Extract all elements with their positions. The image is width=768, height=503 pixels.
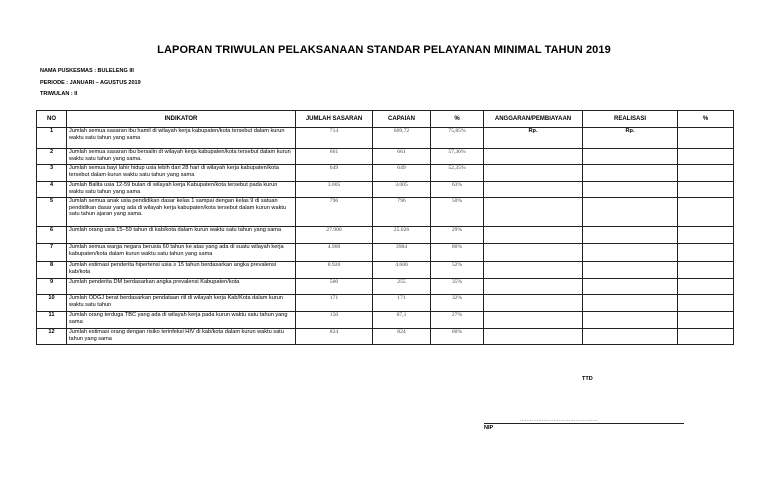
- row-indikator: Jumlah semua anak usia pendidikan dasar kelas 1 sampai dengan kelas 9 di satuan pendidikan dasar yang ada di wilayah kerja kabupaten/kota tersebut dalam kurun waktu satu tahun ajaran yang sama.: [67, 198, 296, 227]
- row-jumlah-sasaran: 500: [296, 279, 373, 295]
- row-number: 1: [37, 128, 67, 149]
- row-realisasi: [583, 182, 678, 198]
- row-percent: 60%: [431, 329, 484, 345]
- table-row: [37, 128, 734, 149]
- row-jumlah-sasaran: 8.920: [296, 262, 373, 279]
- puskesmas-name: NAMA PUSKESMAS : BULELENG III: [40, 68, 134, 74]
- row-realisasi: [583, 262, 678, 279]
- row-percent-2: [678, 295, 734, 312]
- row-percent-2: [678, 244, 734, 262]
- row-realisasi: [583, 198, 678, 227]
- row-realisasi: [583, 329, 678, 345]
- row-number: 9: [37, 279, 67, 295]
- row-percent-2: [678, 198, 734, 227]
- row-indikator: Jumlah semua bayi lahir hidup usia lebih dari 28 hari di wilayah kerja kabupaten/kota tersebut dalam kurun waktu satu tahun yang sama: [67, 165, 296, 182]
- row-number: 7: [37, 244, 67, 262]
- row-capaian: 824: [373, 329, 431, 345]
- row-percent-2: [678, 165, 734, 182]
- row-realisasi: [583, 312, 678, 329]
- signature-label: TTD: [582, 376, 593, 382]
- row-percent: 63%: [431, 182, 484, 198]
- table-row: [37, 279, 734, 295]
- row-jumlah-sasaran: 150: [296, 312, 373, 329]
- row-realisasi: [583, 165, 678, 182]
- row-indikator: Jumlah orang terduga TBC yang ada di wilayah kerja pada kurun waktu satu tahun yang sama: [67, 312, 296, 329]
- row-percent: 35%: [431, 279, 484, 295]
- row-percent: 75,85%: [431, 128, 484, 149]
- row-jumlah-sasaran: 3.005: [296, 182, 373, 198]
- row-indikator: Jumlah ODGJ berat berdasarkan pendataan riil di wilayah kerja Kab/Kota dalam kurun waktu satu tahun: [67, 295, 296, 312]
- row-realisasi: [583, 295, 678, 312]
- row-number: 3: [37, 165, 67, 182]
- header-jumlah-sasaran: JUMLAH SASARAN: [296, 111, 373, 128]
- row-anggaran: [484, 262, 583, 279]
- row-indikator: Jumlah orang usia 15–59 tahun di kab/kota dalam kurun waktu satu tahun yang sama: [67, 227, 296, 244]
- signature-dots: ..............................................: [520, 417, 598, 423]
- row-anggaran: [484, 329, 583, 345]
- row-percent-2: [678, 329, 734, 345]
- row-percent-2: [678, 262, 734, 279]
- table-header-row: [37, 111, 734, 128]
- row-capaian: 3.005: [373, 182, 431, 198]
- row-realisasi: [583, 149, 678, 165]
- row-anggaran: Rp.: [484, 128, 583, 149]
- row-indikator: Jumlah estimasi orang dengan risiko terinfeksi HIV di kab/kota dalam kurun waktu satu tahun yang sama: [67, 329, 296, 345]
- report-period: PERIODE : JANUARI – AGUSTUS 2019: [40, 80, 141, 86]
- table-row: [37, 262, 734, 279]
- table-row: [37, 244, 734, 262]
- signature-line: [484, 423, 684, 424]
- row-jumlah-sasaran: 796: [296, 198, 373, 227]
- row-percent: 52%: [431, 262, 484, 279]
- header-anggaran: ANGGARAN/PEMBIAYAAN: [484, 111, 583, 128]
- row-capaian: 649: [373, 165, 431, 182]
- row-number: 12: [37, 329, 67, 345]
- table-row: [37, 198, 734, 227]
- header-capaian: CAPAIAN: [373, 111, 431, 128]
- row-jumlah-sasaran: 171: [296, 295, 373, 312]
- row-percent: 50%: [431, 198, 484, 227]
- row-percent: 29%: [431, 227, 484, 244]
- row-percent: 80%: [431, 244, 484, 262]
- row-anggaran: [484, 244, 583, 262]
- row-percent-2: [678, 182, 734, 198]
- row-capaian: 255: [373, 279, 431, 295]
- row-capaian: 25.026: [373, 227, 431, 244]
- row-capaian: 67,1: [373, 312, 431, 329]
- row-realisasi: Rp.: [583, 128, 678, 149]
- row-anggaran: [484, 198, 583, 227]
- row-percent: 32%: [431, 295, 484, 312]
- quarter-label: TRIWULAN : II: [40, 91, 78, 97]
- report-title: LAPORAN TRIWULAN PELAKSANAAN STANDAR PELAYANAN MINIMAL TAHUN 2019: [157, 44, 611, 56]
- row-capaian: 796: [373, 198, 431, 227]
- row-capaian: 661: [373, 149, 431, 165]
- row-percent: 27%: [431, 312, 484, 329]
- row-percent: 52,35%: [431, 165, 484, 182]
- row-percent-2: [678, 279, 734, 295]
- header-percent: %: [431, 111, 484, 128]
- row-number: 6: [37, 227, 67, 244]
- row-realisasi: [583, 244, 678, 262]
- header-no: NO: [37, 111, 67, 128]
- row-percent-2: [678, 149, 734, 165]
- row-indikator: Jumlah semua sasaran ibu hamil di wilayah kerja kabupaten/kota tersebut dalam kurun waktu satu tahun yang sama: [67, 128, 296, 149]
- row-anggaran: [484, 182, 583, 198]
- row-jumlah-sasaran: 649: [296, 165, 373, 182]
- row-capaian: 3984: [373, 244, 431, 262]
- row-jumlah-sasaran: 824: [296, 329, 373, 345]
- spm-report-table: [36, 110, 734, 345]
- row-number: 10: [37, 295, 67, 312]
- row-percent-2: [678, 227, 734, 244]
- table-row: [37, 165, 734, 182]
- row-number: 11: [37, 312, 67, 329]
- row-number: 5: [37, 198, 67, 227]
- row-percent-2: [678, 128, 734, 149]
- row-percent: 57,36%: [431, 149, 484, 165]
- row-jumlah-sasaran: 4.900: [296, 244, 373, 262]
- row-jumlah-sasaran: 27.900: [296, 227, 373, 244]
- nip-label: NIP: [484, 425, 494, 431]
- row-capaian: 4.600: [373, 262, 431, 279]
- row-indikator: Jumlah penderita DM berdasarkan angka prevalensi Kabupaten/kota: [67, 279, 296, 295]
- row-realisasi: [583, 279, 678, 295]
- row-anggaran: [484, 279, 583, 295]
- table-row: [37, 329, 734, 345]
- row-number: 4: [37, 182, 67, 198]
- table-row: [37, 295, 734, 312]
- row-indikator: Jumlah semua warga negara berusia 60 tahun ke atas yang ada di suatu wilayah kerja kabupaten/kota dalam kurun waktu satu tahun yang sama: [67, 244, 296, 262]
- row-indikator: Jumlah Balita usia 12-59 bulan di wilayah kerja Kabupaten/kota tersebut pada kurun waktu satu tahun yang sama: [67, 182, 296, 198]
- table-row: [37, 312, 734, 329]
- row-percent-2: [678, 312, 734, 329]
- row-capaian: 609,72: [373, 128, 431, 149]
- header-percent-2: %: [678, 111, 734, 128]
- row-anggaran: [484, 312, 583, 329]
- table-row: [37, 182, 734, 198]
- row-jumlah-sasaran: 661: [296, 149, 373, 165]
- row-realisasi: [583, 227, 678, 244]
- row-number: 8: [37, 262, 67, 279]
- header-realisasi: REALISASI: [583, 111, 678, 128]
- row-number: 2: [37, 149, 67, 165]
- row-jumlah-sasaran: 714: [296, 128, 373, 149]
- row-capaian: 171: [373, 295, 431, 312]
- row-anggaran: [484, 165, 583, 182]
- row-anggaran: [484, 149, 583, 165]
- row-indikator: Jumlah estimasi penderita hipertensi usia ≥ 15 tahun berdasarkan angka prevalensi kab/kota: [67, 262, 296, 279]
- header-indikator: INDIKATOR: [67, 111, 296, 128]
- table-row: [37, 149, 734, 165]
- row-anggaran: [484, 227, 583, 244]
- row-anggaran: [484, 295, 583, 312]
- row-indikator: Jumlah semua sasaran ibu bersalin di wilayah kerja kabupaten/kota tersebut dalam kurun waktu satu tahun yang sama.: [67, 149, 296, 165]
- table-row: [37, 227, 734, 244]
